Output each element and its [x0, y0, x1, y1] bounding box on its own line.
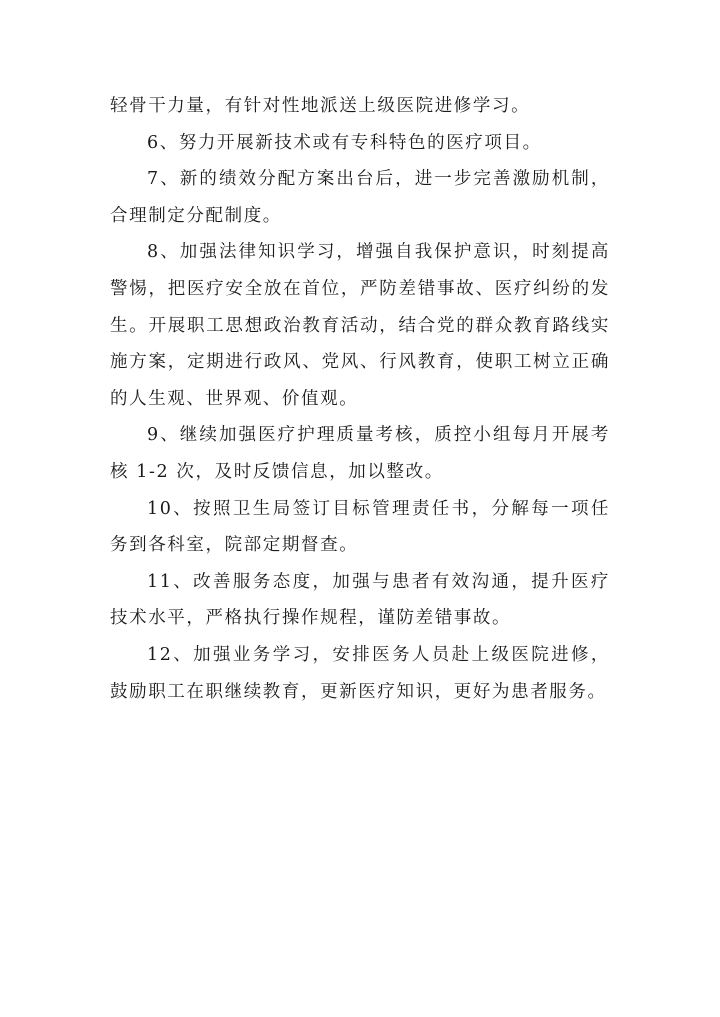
paragraph-item-12: 12、加强业务学习，安排医务人员赴上级医院进修，鼓励职工在职继续教育，更新医疗知识，更好为患者服务。	[110, 644, 610, 702]
paragraph-item-10: 10、按照卫生局签订目标管理责任书，分解每一项任务到各科室，院部定期督查。	[110, 498, 610, 556]
paragraph-item-7: 7、新的绩效分配方案出台后，进一步完善激励机制，合理制定分配制度。	[110, 169, 610, 226]
paragraph-item-9: 9、继续加强医疗护理质量考核，质控小组每月开展考核 1-2 次，及时反馈信息，加以整改。	[110, 425, 610, 482]
paragraph-item-6: 6、努力开展新技术或有专科特色的医疗项目。	[147, 132, 542, 153]
document-body	[110, 88, 610, 710]
paragraph-item-11: 11、改善服务态度，加强与患者有效沟通，提升医疗技术水平，严格执行操作规程，谨防差错事故。	[110, 571, 610, 629]
paragraph-item-8: 8、加强法律知识学习，增强自我保护意识，时刻提高警惕，把医疗安全放在首位，严防差错事故、医疗纠纷的发生。开展职工思想政治教育活动，结合党的群众教育路线实施方案，定期进行政风、党风、行风教育，使职工树立正确的人生观、世界观、价值观。	[110, 242, 610, 409]
paragraph-continuation: 轻骨干力量，有针对性地派送上级医院进修学习。	[110, 96, 531, 116]
